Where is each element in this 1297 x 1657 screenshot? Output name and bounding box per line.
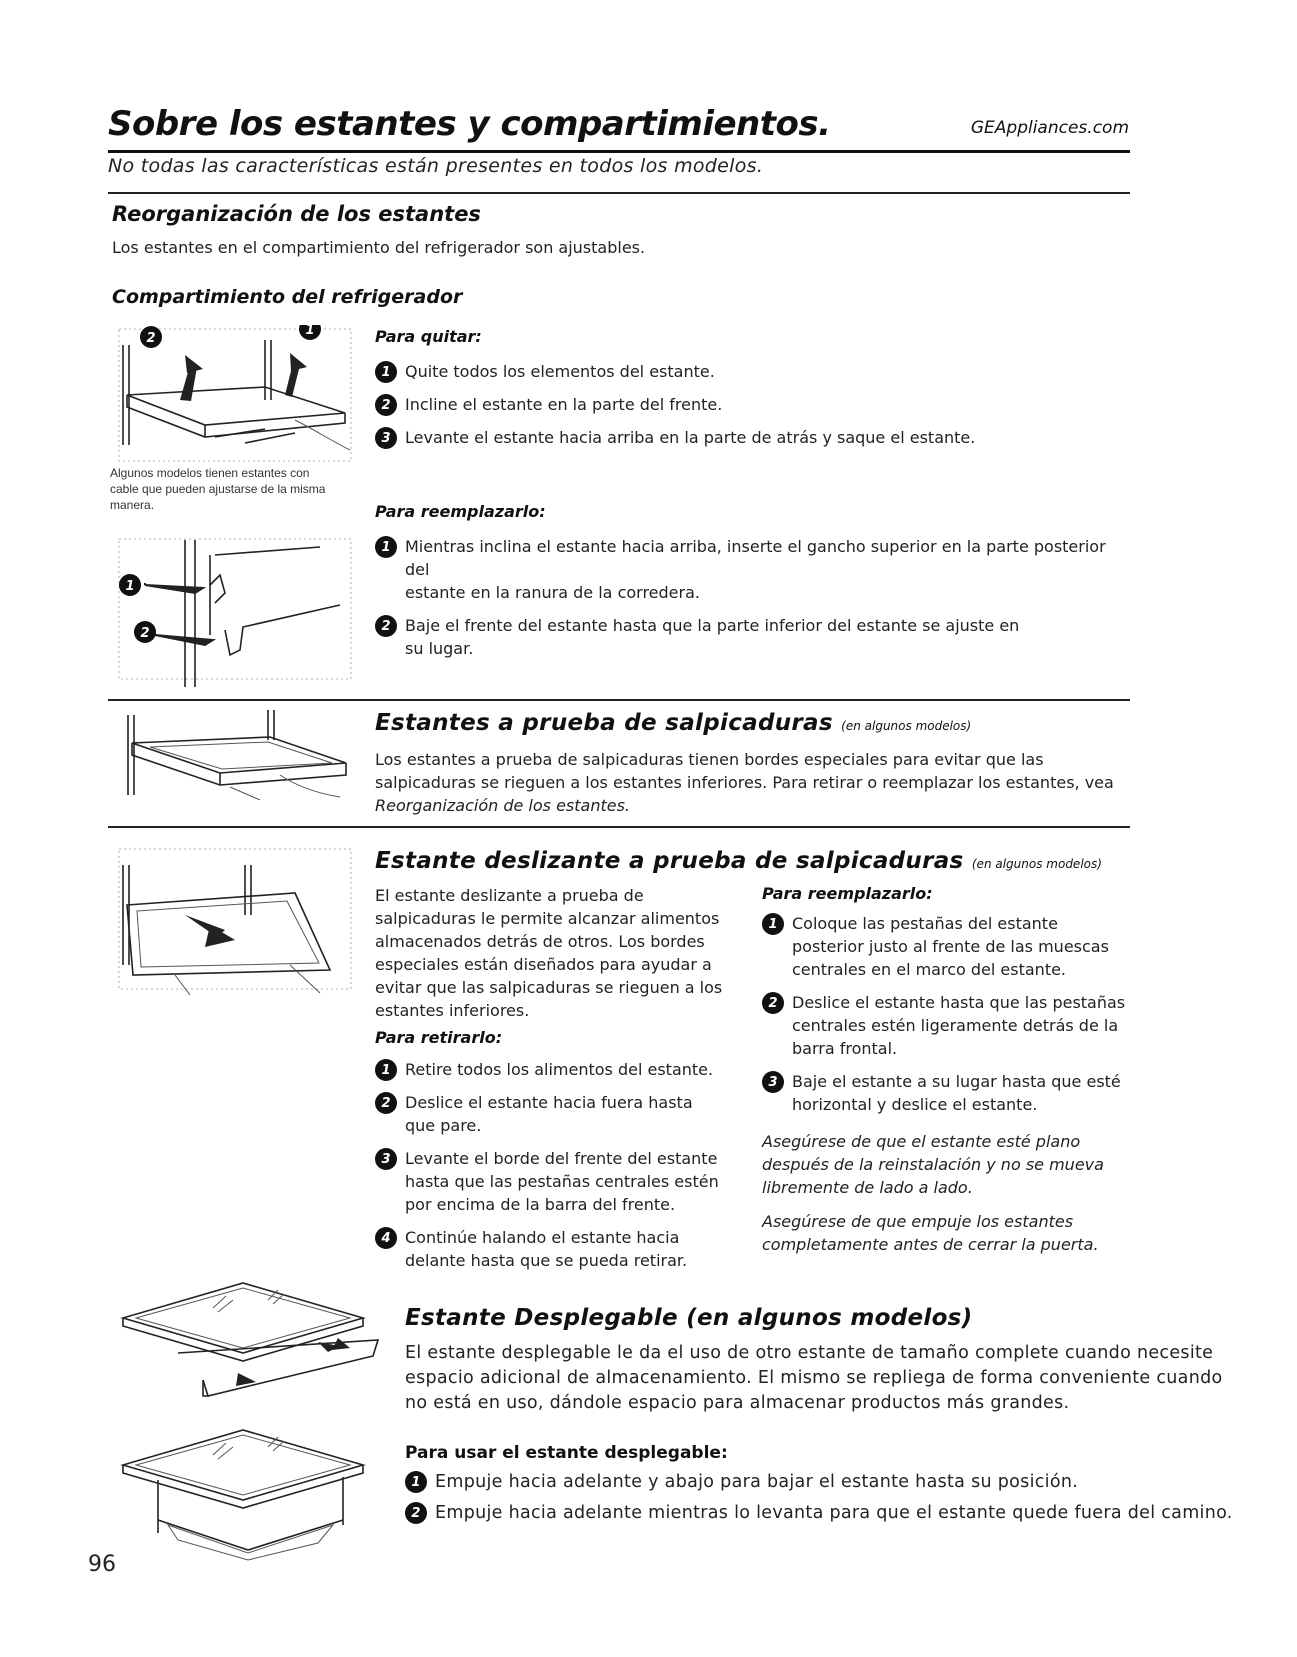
reorg-intro: Los estantes en el compartimiento del refrigerador son ajustables. bbox=[112, 238, 646, 257]
reorg-subheading: Compartimiento del refrigerador bbox=[112, 286, 463, 308]
list-item: 4 Continúe halando el estante hacia delante hasta que se pueda retirar. bbox=[375, 1226, 725, 1272]
marker-1: 1 bbox=[125, 579, 135, 594]
reorg-heading: Reorganización de los estantes bbox=[112, 202, 481, 226]
list-item: 1 Retire todos los alimentos del estante. bbox=[375, 1058, 725, 1081]
spill-reference: Reorganización de los estantes. bbox=[375, 796, 631, 815]
slide-heading: Estante deslizante a prueba de salpicaduras (en algunos modelos) bbox=[375, 848, 1102, 874]
fold-shelf-extended-illustration bbox=[118, 1278, 380, 1413]
fold-shelf-retracted-illustration bbox=[118, 1425, 380, 1565]
list-item: 1 Empuje hacia adelante y abajo para bajar el estante hasta su posición. bbox=[405, 1470, 1285, 1495]
slide-note-flat: Asegúrese de que el estante esté plano después de la reinstalación y no se mueva libremente de lado a lado. bbox=[762, 1132, 1104, 1197]
spill-shelf-illustration bbox=[120, 705, 350, 800]
shelf-tilt-illustration bbox=[115, 325, 355, 465]
slide-replace-steps bbox=[762, 912, 1142, 1116]
fold-heading: Estante Desplegable (en algunos modelos) bbox=[405, 1305, 973, 1331]
fold-body: El estante desplegable le da el uso de otro estante de tamaño complete cuando necesite espacio adicional de almacenamiento. El mismo se repliega de forma conveniente cuando no está en uso, dándole espacio para almacenar productos más grandes. bbox=[405, 1343, 1223, 1413]
list-item: 1 Coloque las pestañas del estante posterior justo al frente de las muescas centrales en el marco del estante. bbox=[762, 912, 1142, 981]
site-url[interactable]: GEAppliances.com bbox=[970, 118, 1129, 138]
marker-2: 2 bbox=[146, 331, 156, 346]
section-divider bbox=[108, 192, 1130, 194]
shelf-hook-illustration bbox=[115, 535, 355, 690]
slide-note-push: Asegúrese de que empuje los estantes completamente antes de cerrar la puerta. bbox=[762, 1212, 1099, 1254]
marker-1: 1 bbox=[305, 325, 315, 338]
replace-label: Para reemplazarlo: bbox=[375, 502, 546, 521]
list-item: 2 Incline el estante en la parte del frente. bbox=[375, 393, 1095, 416]
remove-label: Para quitar: bbox=[375, 327, 482, 346]
page-title: Sobre los estantes y compartimientos. bbox=[108, 104, 831, 144]
remove-steps bbox=[375, 360, 1095, 449]
list-item: 3 Baje el estante a su lugar hasta que esté horizontal y deslice el estante. bbox=[762, 1070, 1142, 1116]
slide-remove-label: Para retirarlo: bbox=[375, 1028, 503, 1047]
slide-replace-label: Para reemplazarlo: bbox=[762, 884, 933, 903]
list-item: 2 Deslice el estante hasta que las pestañas centrales estén ligeramente detrás de la barra frontal. bbox=[762, 991, 1142, 1060]
list-item: 3 Levante el estante hacia arriba en la parte de atrás y saque el estante. bbox=[375, 426, 1095, 449]
fold-use-label: Para usar el estante desplegable: bbox=[405, 1443, 728, 1463]
marker-2: 2 bbox=[140, 626, 150, 641]
replace-steps bbox=[375, 535, 1135, 660]
page-subtitle: No todas las características están presentes en todos los modelos. bbox=[108, 155, 764, 177]
sliding-shelf-illustration bbox=[115, 845, 355, 995]
header-rule bbox=[108, 150, 1130, 153]
list-item: 1 Quite todos los elementos del estante. bbox=[375, 360, 1095, 383]
section-divider bbox=[108, 826, 1130, 828]
list-item: 3 Levante el borde del frente del estante hasta que las pestañas centrales estén por encima de la barra del frente. bbox=[375, 1147, 725, 1216]
slide-remove-steps bbox=[375, 1058, 725, 1272]
spill-heading: Estantes a prueba de salpicaduras (en algunos modelos) bbox=[375, 710, 972, 736]
list-item: 2 Empuje hacia adelante mientras lo levanta para que el estante quede fuera del camino. bbox=[405, 1501, 1285, 1526]
list-item: 1 Mientras inclina el estante hacia arriba, inserte el gancho superior en la parte posterior del estante en la ranura de la corredera. bbox=[375, 535, 1135, 604]
list-item: 2 Deslice el estante hacia fuera hasta que pare. bbox=[375, 1091, 725, 1137]
list-item: 2 Baje el frente del estante hasta que la parte inferior del estante se ajuste en su lugar. bbox=[375, 614, 1135, 660]
spill-body: Los estantes a prueba de salpicaduras tienen bordes especiales para evitar que las salpicaduras se rieguen a los estantes inferiores. Para retirar o reemplazar los estantes, vea Reorganización de los estantes. bbox=[375, 748, 1135, 817]
wire-shelf-caption: Algunos modelos tienen estantes con cable que pueden ajustarse de la misma manera. bbox=[110, 466, 326, 512]
fold-steps bbox=[405, 1470, 1285, 1526]
page-number: 96 bbox=[88, 1552, 116, 1577]
section-divider bbox=[108, 699, 1130, 701]
slide-intro: El estante deslizante a prueba de salpicaduras le permite alcanzar alimentos almacenados detrás de otros. Los bordes especiales están diseñados para ayudar a evitar que las salpicaduras se rieguen a los estantes inferiores. bbox=[375, 886, 723, 1020]
